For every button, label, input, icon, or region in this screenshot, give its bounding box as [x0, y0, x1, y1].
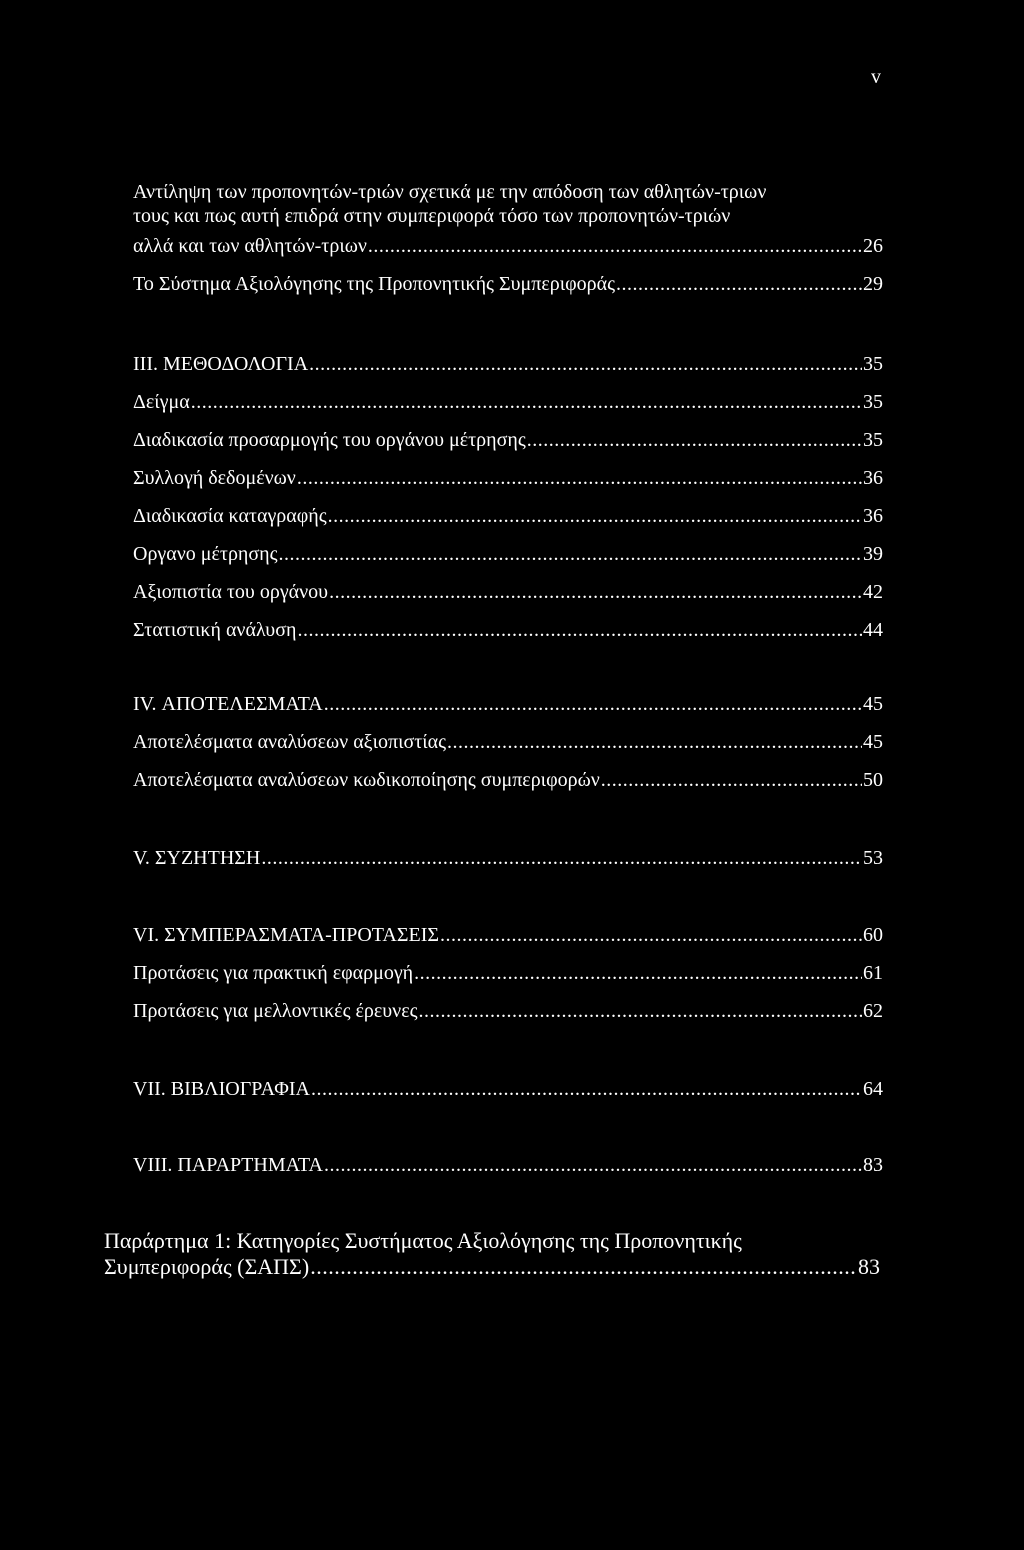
toc-page-number: 42 — [863, 581, 883, 603]
toc-leader-dots — [601, 768, 862, 792]
toc-entry-instrument — [133, 542, 883, 566]
toc-page-number: 35 — [863, 391, 883, 413]
toc-page-number: 36 — [863, 505, 883, 527]
toc-leader-dots — [328, 504, 862, 528]
toc-entry-conclusions — [133, 923, 883, 947]
toc-page-number: 44 — [863, 619, 883, 641]
toc-entry-appendices — [133, 1153, 883, 1177]
toc-leader-dots — [329, 580, 862, 604]
toc-page-number: 62 — [863, 1000, 883, 1022]
toc-label: III. ΜΕΘΟΔΟΛΟΓΙΑ — [133, 353, 309, 375]
toc-leader-dots — [191, 390, 862, 414]
toc-label: Συμπεριφοράς (ΣΑΠΣ) — [104, 1254, 310, 1279]
toc-page-number: 29 — [863, 273, 883, 295]
toc-entry-system — [133, 272, 883, 296]
toc-leader-dots — [297, 466, 862, 490]
toc-page-number: 53 — [863, 847, 883, 869]
toc-entry-methodology — [133, 352, 883, 376]
toc-entry-statistics — [133, 618, 883, 642]
toc-page-number: 60 — [863, 924, 883, 946]
toc-entry-future — [133, 999, 883, 1023]
toc-entry-adaptation — [133, 428, 883, 452]
toc-label: VI. ΣΥΜΠΕΡΑΣΜΑΤΑ-ΠΡΟΤΑΣΕΙΣ — [133, 924, 439, 946]
toc-leader-dots — [310, 1254, 857, 1280]
toc-leader-dots — [440, 923, 862, 947]
toc-entry-line: Παράρτημα 1: Κατηγορίες Συστήματος Αξιολόγησης της Προπονητικής — [104, 1228, 742, 1253]
toc-page-number: 50 — [863, 769, 883, 791]
toc-leader-dots — [324, 1153, 862, 1177]
toc-entry-practical — [133, 961, 883, 985]
toc-entry-perception-last — [133, 234, 883, 258]
toc-entry-sample — [133, 390, 883, 414]
toc-entry-discussion — [133, 846, 883, 870]
toc-leader-dots — [311, 1077, 862, 1101]
toc-label: αλλά και των αθλητών-τριων — [133, 235, 367, 257]
toc-page-number: 45 — [863, 693, 883, 715]
toc-leader-dots — [279, 542, 862, 566]
toc-entry-appendix-1 — [104, 1228, 864, 1254]
toc-label: IV. ΑΠΟΤΕΛΕΣΜΑΤΑ — [133, 693, 323, 715]
toc-page-number: 64 — [863, 1078, 883, 1100]
toc-entry-line: Αντίληψη των προπονητών-τριών σχετικά με την απόδοση των αθλητών-τριων — [133, 181, 767, 203]
toc-leader-dots — [616, 272, 862, 296]
toc-page-number: 26 — [863, 235, 883, 257]
toc-entry-coding-results — [133, 768, 883, 792]
toc-entry-line: τους και πως αυτή επιδρά στην συμπεριφορά τόσο των προπονητών-τριών — [133, 205, 731, 227]
toc-label: Αποτελέσματα αναλύσεων αξιοπιστίας — [133, 731, 447, 753]
toc-label: Αξιοπιστία του οργάνου — [133, 581, 329, 603]
toc-leader-dots — [368, 234, 862, 258]
toc-label: Διαδικασία προσαρμογής του οργάνου μέτρησης — [133, 429, 526, 451]
toc-page-number: 39 — [863, 543, 883, 565]
toc-entry-results — [133, 692, 883, 716]
toc-label: Αποτελέσματα αναλύσεων κωδικοποίησης συμπεριφορών — [133, 769, 600, 791]
toc-label: Δείγμα — [133, 391, 190, 413]
toc-leader-dots — [414, 961, 862, 985]
toc-label: Το Σύστημα Αξιολόγησης της Προπονητικής Συμπεριφοράς — [133, 273, 616, 295]
toc-page-number: 36 — [863, 467, 883, 489]
toc-page-number: 35 — [863, 429, 883, 451]
toc-label: Συλλογή δεδομένων — [133, 467, 296, 489]
toc-label: VII. ΒΙΒΛΙΟΓΡΑΦΙΑ — [133, 1078, 310, 1100]
toc-label: V. ΣΥΖΗΤΗΣΗ — [133, 847, 261, 869]
page-number: v — [871, 66, 881, 88]
toc-leader-dots — [297, 618, 862, 642]
toc-entry-perception — [133, 180, 885, 228]
toc-label: Στατιστική ανάλυση — [133, 619, 297, 641]
toc-leader-dots — [261, 846, 862, 870]
toc-page-number: 83 — [858, 1254, 880, 1279]
toc-entry-reliability — [133, 580, 883, 604]
toc-entry-bibliography — [133, 1077, 883, 1101]
toc-entry-data-collection — [133, 466, 883, 490]
toc-page-number: 45 — [863, 731, 883, 753]
toc-page-number: 35 — [863, 353, 883, 375]
toc-entry-recording — [133, 504, 883, 528]
toc-entry-reliability-results — [133, 730, 883, 754]
toc-leader-dots — [419, 999, 862, 1023]
toc-leader-dots — [527, 428, 862, 452]
toc-label: VIII. ΠΑΡΑΡΤΗΜΑΤΑ — [133, 1154, 323, 1176]
toc-label: Προτάσεις για πρακτική εφαρμογή — [133, 962, 414, 984]
toc-page-number: 83 — [863, 1154, 883, 1176]
toc-label: Προτάσεις για μελλοντικές έρευνες — [133, 1000, 418, 1022]
toc-leader-dots — [447, 730, 862, 754]
toc-leader-dots — [309, 352, 862, 376]
toc-entry-appendix-1-last — [104, 1254, 880, 1280]
toc-label: Διαδικασία καταγραφής — [133, 505, 327, 527]
toc-page-number: 61 — [863, 962, 883, 984]
toc-leader-dots — [324, 692, 862, 716]
toc-label: Οργανο μέτρησης — [133, 543, 278, 565]
